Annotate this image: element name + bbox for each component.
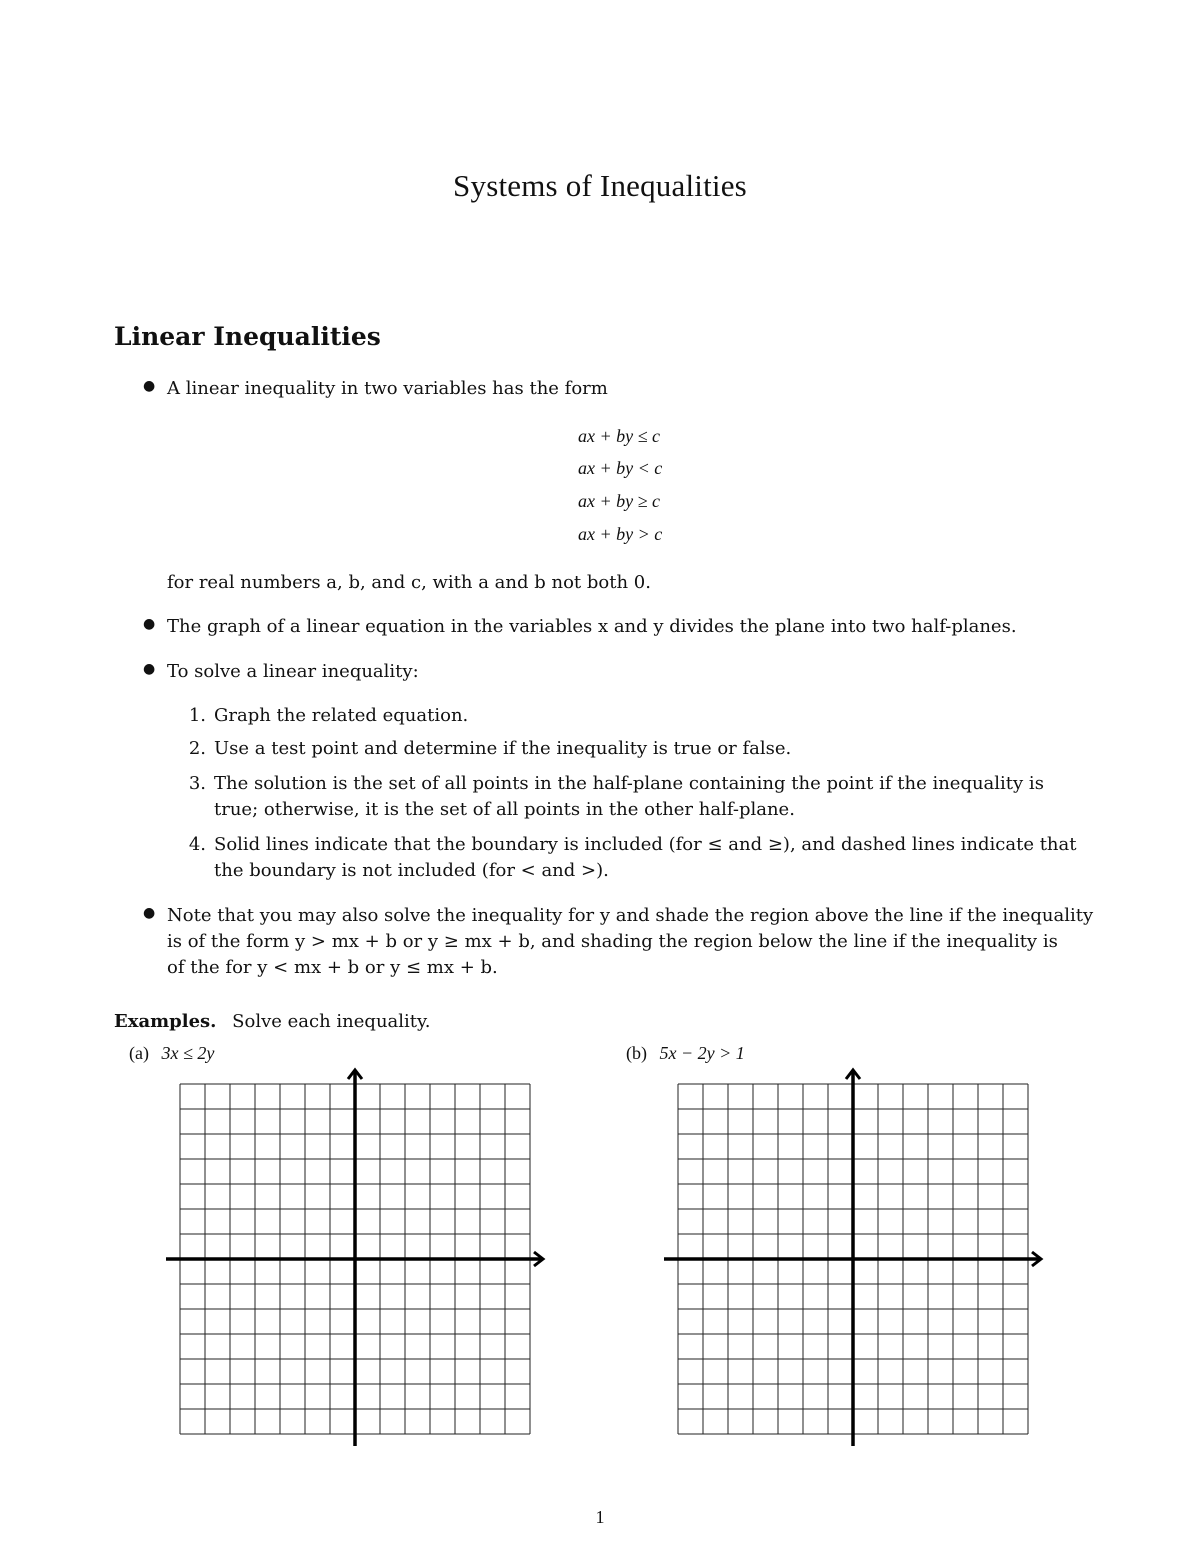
- bullet1-followup: for real numbers a, b, and c, with a and b not both 0.: [167, 572, 651, 593]
- bullet4-line3: of the for y < mx + b or y ≤ mx + b.: [167, 957, 498, 978]
- example-a-label: [129, 1043, 214, 1064]
- step-number: 4.: [188, 834, 206, 855]
- bullet1-text: A linear inequality in two variables has the form: [167, 378, 608, 399]
- form-2: ax + by < c: [578, 458, 663, 478]
- step-number: 2.: [188, 738, 206, 759]
- page-title: Systems of Inequalities: [453, 168, 747, 203]
- examples-label: Examples.: [114, 1011, 217, 1032]
- bullet-icon: ●: [143, 905, 156, 921]
- example-a-expression: 3x ≤ 2y: [161, 1043, 215, 1063]
- examples-heading: [114, 1011, 431, 1032]
- step-number: 1.: [188, 705, 206, 726]
- page-number: 1: [595, 1507, 605, 1527]
- example-b-expression: 5x − 2y > 1: [659, 1043, 745, 1063]
- step-text-line1: The solution is the set of all points in the half-plane containing the point if the inequality is: [214, 773, 1044, 794]
- example-a-letter: (a): [129, 1043, 149, 1063]
- bullet-icon: ●: [143, 661, 156, 677]
- section-heading: Linear Inequalities: [114, 322, 381, 351]
- bullet3-text: To solve a linear inequality:: [167, 661, 419, 682]
- step-text-line2: the boundary is not included (for < and >).: [214, 860, 609, 881]
- coordinate-grid-b[interactable]: [658, 1064, 1048, 1454]
- example-b-label: [626, 1043, 745, 1064]
- bullet4-line1: Note that you may also solve the inequality for y and shade the region above the line if the inequality: [167, 905, 1094, 926]
- form-4: ax + by > c: [578, 524, 663, 544]
- step-text: Graph the related equation.: [214, 705, 469, 726]
- form-1: ax + by ≤ c: [578, 426, 660, 446]
- form-3: ax + by ≥ c: [578, 491, 660, 511]
- step-text: Use a test point and determine if the inequality is true or false.: [214, 738, 792, 759]
- step-text-line2: true; otherwise, it is the set of all points in the other half-plane.: [214, 799, 795, 820]
- bullet4-line2: is of the form y > mx + b or y ≥ mx + b, and shading the region below the line if the inequality is: [167, 931, 1058, 952]
- example-b-letter: (b): [626, 1043, 647, 1063]
- bullet2-text: The graph of a linear equation in the variables x and y divides the plane into two half-planes.: [167, 616, 1017, 637]
- step-number: 3.: [188, 773, 206, 794]
- step-text-line1: Solid lines indicate that the boundary is included (for ≤ and ≥), and dashed lines indicate that: [214, 834, 1077, 855]
- bullet-icon: ●: [143, 378, 156, 394]
- bullet-icon: ●: [143, 616, 156, 632]
- coordinate-grid-a[interactable]: [160, 1064, 550, 1454]
- examples-instruction: Solve each inequality.: [232, 1011, 431, 1032]
